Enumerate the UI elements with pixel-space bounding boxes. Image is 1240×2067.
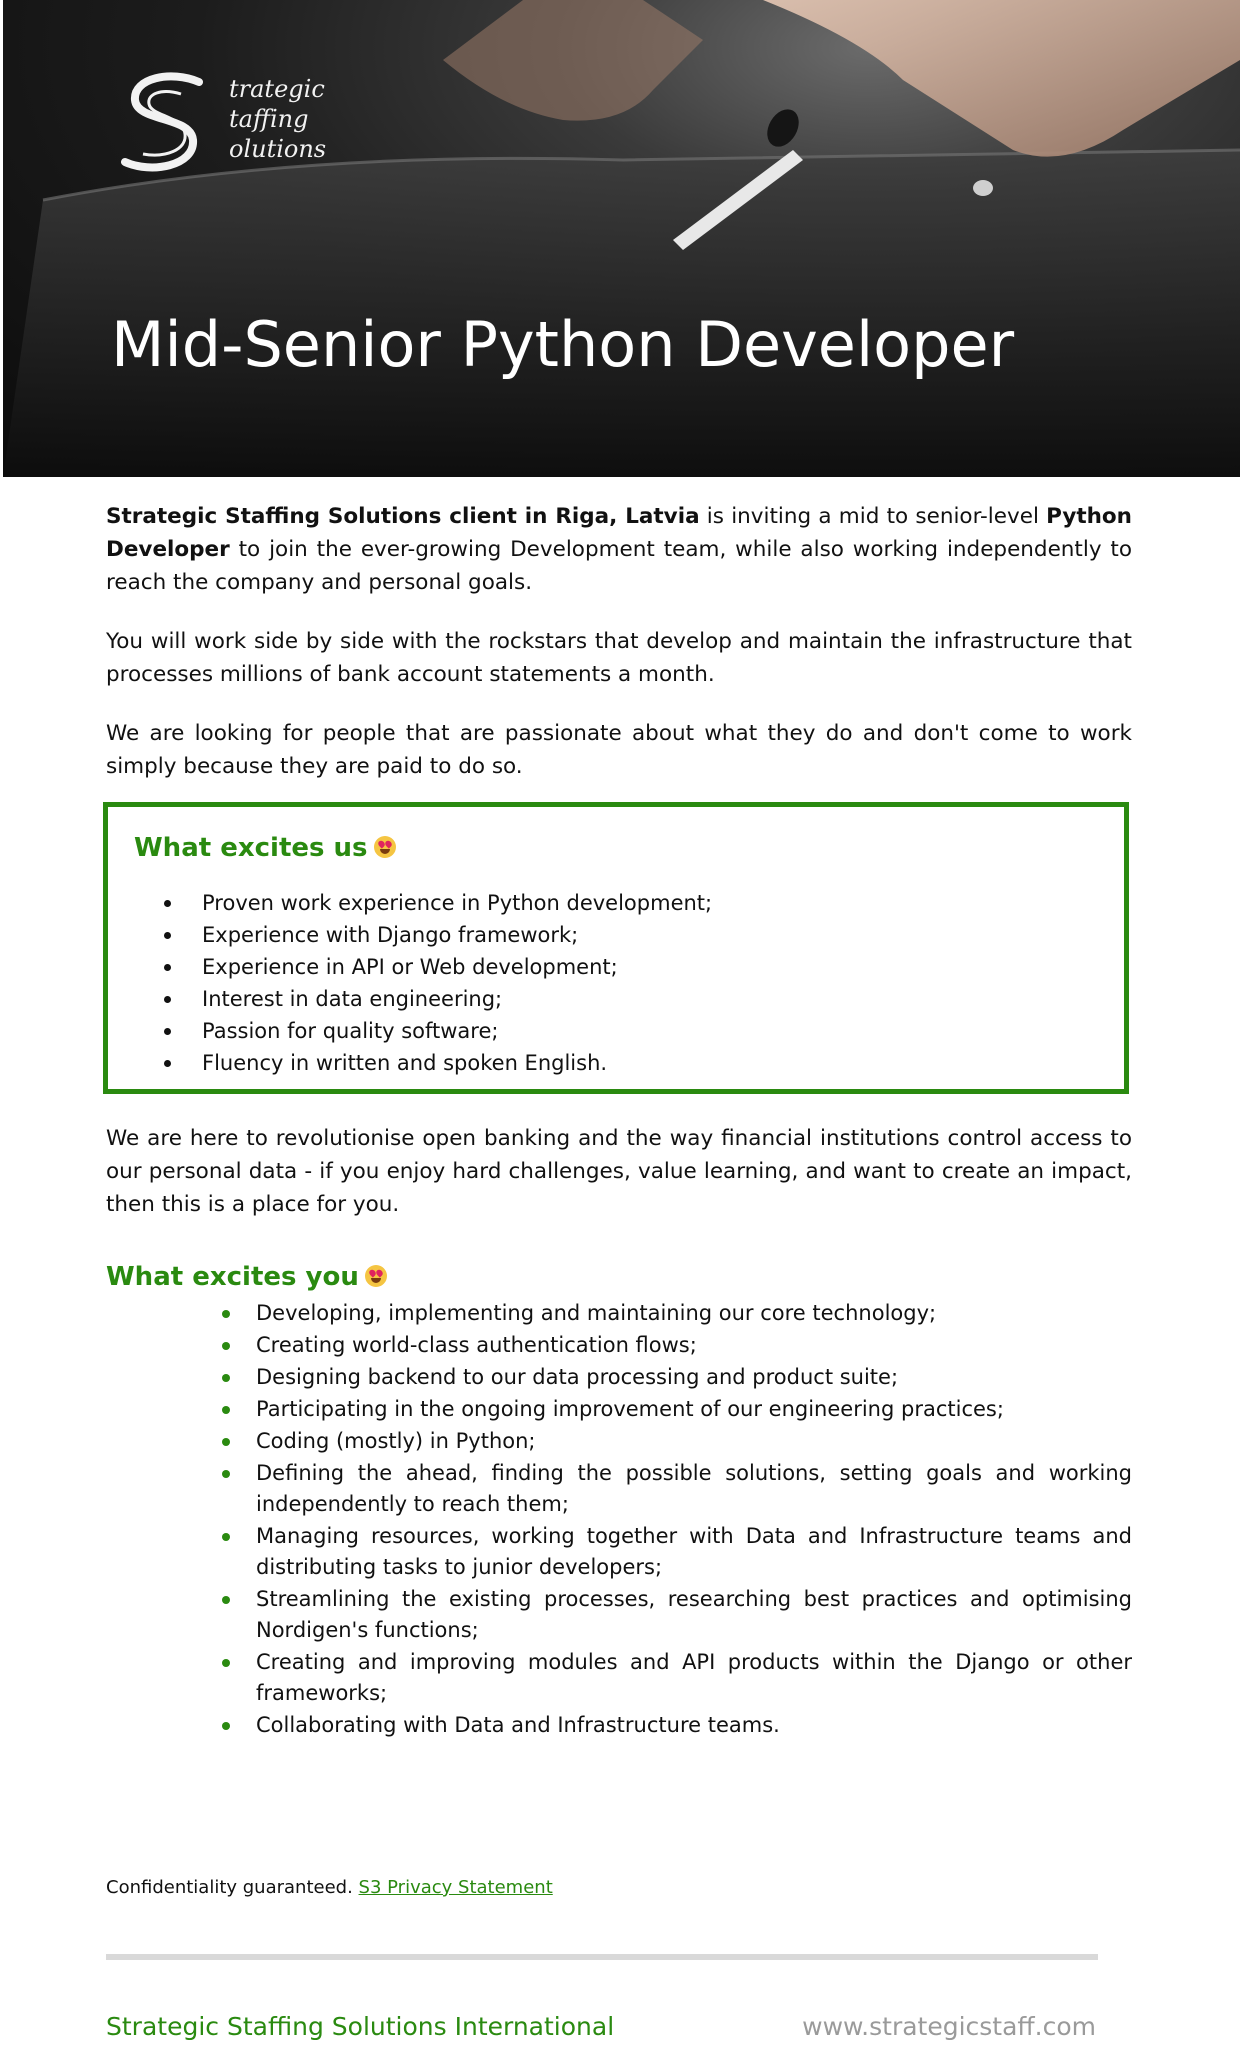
confidentiality-note (106, 1877, 553, 1898)
list-item: Collaborating with Data and Infrastructure teams. (106, 1710, 1132, 1741)
excites-us-heading-text: What excites us (134, 833, 368, 863)
logo-line-1: trategic (229, 75, 325, 103)
list-item: Participating in the ongoing improvement of our engineering practices; (106, 1394, 1132, 1425)
list-item: Interest in data engineering; (164, 983, 712, 1015)
excites-us-heading (134, 833, 396, 863)
excites-you-heading-text: What excites you (106, 1262, 359, 1292)
intro-text-1: is inviting a mid to senior-level (699, 504, 1047, 529)
list-item: Developing, implementing and maintaining our core technology; (106, 1298, 1132, 1329)
list-item: Experience in API or Web development; (164, 951, 712, 983)
list-item: Fluency in written and spoken English. (164, 1047, 712, 1079)
footer-website[interactable]: www.strategicstaff.com (802, 2012, 1096, 2041)
list-item: Experience with Django framework; (164, 919, 712, 951)
list-item: Coding (mostly) in Python; (106, 1426, 1132, 1457)
intro-paragraph-3: We are looking for people that are passionate about what they do and don't come to work simply because they are paid to do so. (106, 721, 1132, 779)
list-item: Creating and improving modules and API products within the Django or other frameworks; (106, 1647, 1132, 1709)
heart-eyes-emoji-icon (374, 836, 396, 858)
list-item: Creating world-class authentication flows; (106, 1330, 1132, 1361)
excites-you-section (106, 1262, 1132, 1742)
intro-paragraph-1 (106, 500, 1132, 599)
requirements-list (164, 887, 712, 1079)
heart-eyes-emoji-icon (365, 1265, 387, 1287)
page-title: Mid-Senior Python Developer (111, 308, 1015, 381)
client-location: Strategic Staffing Solutions client in Riga, Latvia (106, 504, 700, 529)
intro-section (106, 500, 1132, 783)
intro-paragraph-2: You will work side by side with the rockstars that develop and maintain the infrastructure that processes millions of bank account statements a month. (106, 629, 1132, 687)
mission-paragraph: We are here to revolutionise open banking and the way financial institutions control access to our personal data - if you enjoy hard challenges, value learning, and want to create an impact, then this is a place for you. (106, 1126, 1132, 1217)
mission-section (106, 1122, 1132, 1221)
excites-us-box (103, 802, 1129, 1094)
list-item: Defining the ahead, finding the possible solutions, setting goals and working independently to reach them; (106, 1458, 1132, 1520)
list-item: Designing backend to our data processing and product suite; (106, 1362, 1132, 1393)
intro-text-2: to join the ever-growing Development team, while also working independently to reach the company and personal goals. (106, 537, 1132, 595)
company-logo (111, 70, 341, 185)
footer-company-name: Strategic Staffing Solutions International (106, 2012, 615, 2041)
excites-you-heading (106, 1262, 1132, 1292)
list-item: Proven work experience in Python development; (164, 887, 712, 919)
hero-banner (3, 0, 1240, 477)
logo-line-3: olutions (229, 135, 327, 163)
logo-wordmark (229, 74, 326, 164)
footer-divider (106, 1954, 1098, 1960)
confidentiality-text: Confidentiality guaranteed. (106, 1877, 359, 1898)
list-item: Managing resources, working together with Data and Infrastructure teams and distributing tasks to junior developers; (106, 1521, 1132, 1583)
logo-s-monogram-icon (111, 70, 221, 180)
role-name: Python Developer (106, 504, 1132, 562)
privacy-statement-link[interactable]: S3 Privacy Statement (358, 1877, 553, 1898)
list-item: Passion for quality software; (164, 1015, 712, 1047)
list-item: Streamlining the existing processes, researching best practices and optimising Nordigen's functions; (106, 1584, 1132, 1646)
logo-line-2: taffing (229, 105, 309, 133)
responsibilities-list (106, 1298, 1132, 1741)
